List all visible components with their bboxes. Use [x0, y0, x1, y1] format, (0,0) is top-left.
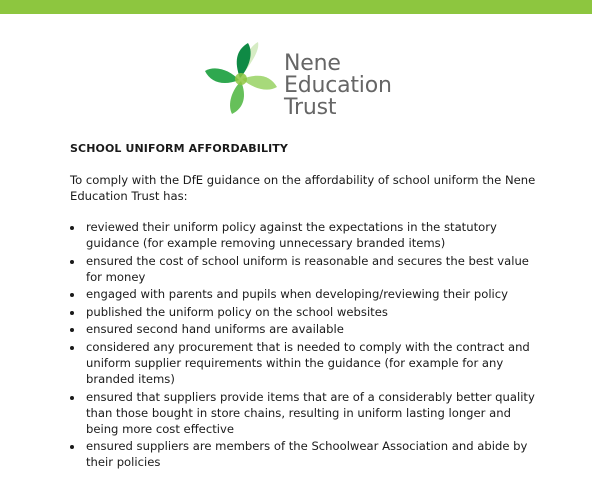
list-item: engaged with parents and pupils when developing/reviewing their policy [70, 286, 540, 302]
trust-name-line-1: Nene [284, 51, 341, 76]
list-item: considered any procurement that is needed to comply with the contract and uniform supplier requirements within the guidance (for example for any branded items) [70, 339, 540, 387]
list-item: reviewed their uniform policy against the expectations in the statutory guidance (for example removing unnecessary branded items) [70, 219, 540, 251]
list-item: ensured second hand uniforms are available [70, 321, 540, 337]
trust-name-line-2: Education [284, 73, 392, 98]
affordability-list [70, 219, 540, 470]
pinwheel-logo-icon [202, 40, 280, 118]
trust-name [284, 53, 392, 119]
list-item: ensured that suppliers provide items that are of a considerably better quality than those bought in store chains, resulting in uniform lasting longer and being more cost effective [70, 389, 540, 437]
list-item: published the uniform policy on the school websites [70, 304, 540, 320]
top-accent-bar [0, 0, 592, 14]
list-item: ensured the cost of school uniform is reasonable and secures the best value for money [70, 253, 540, 285]
list-item: ensured suppliers are members of the Schoolwear Association and abide by their policies [70, 438, 540, 470]
trust-name-line-3: Trust [284, 95, 337, 120]
document-body [70, 141, 540, 472]
section-title: SCHOOL UNIFORM AFFORDABILITY [70, 142, 288, 155]
intro-paragraph: To comply with the DfE guidance on the affordability of school uniform the Nene Education Trust has: [70, 173, 536, 203]
trust-logo [202, 40, 402, 120]
